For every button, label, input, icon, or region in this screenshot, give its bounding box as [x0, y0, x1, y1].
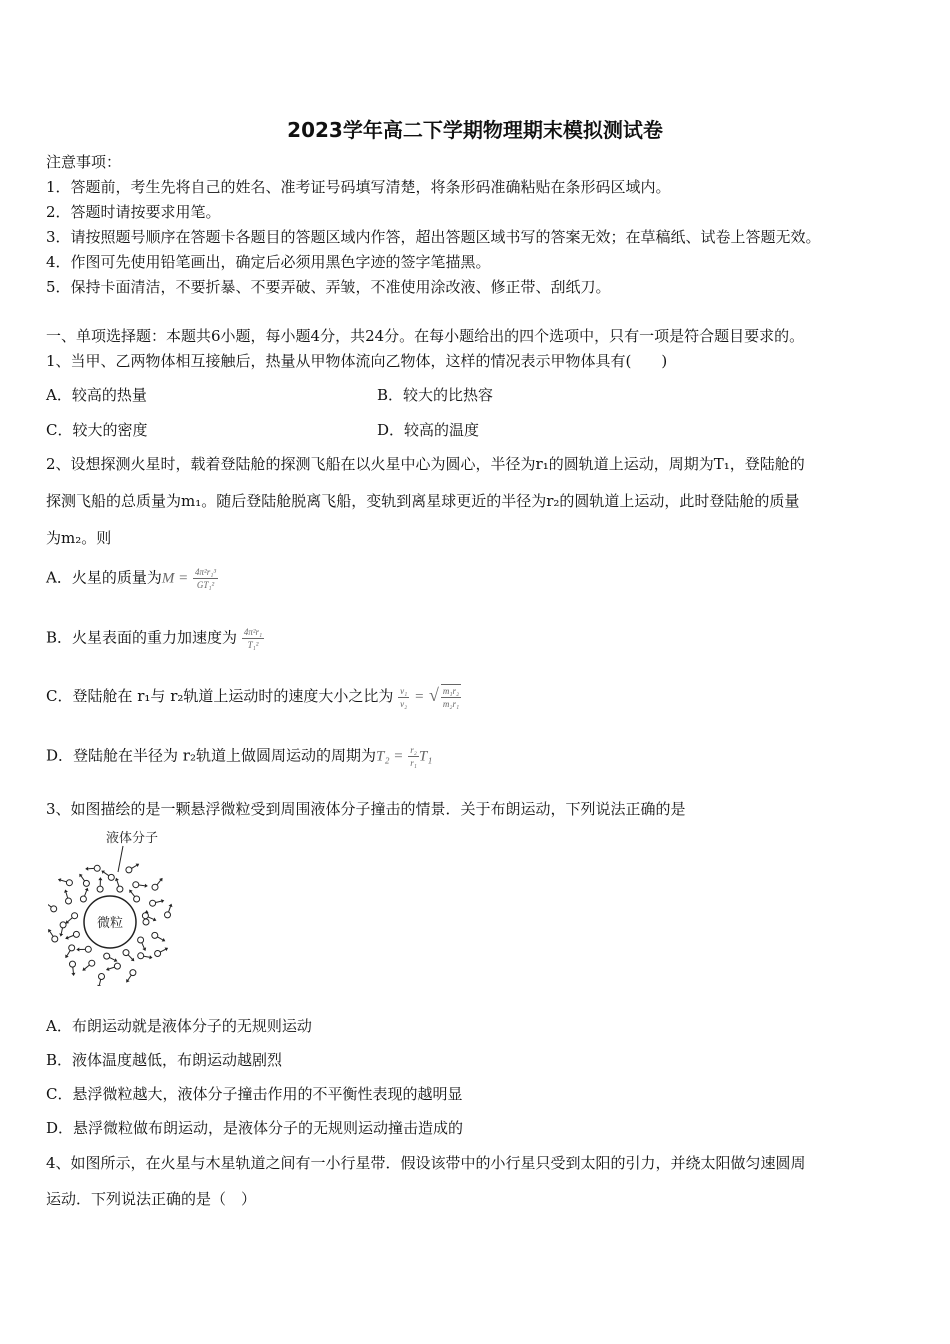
arrowhead-icon [145, 884, 148, 888]
arrowhead-icon [85, 867, 88, 871]
molecule-arrow [61, 880, 67, 882]
arrowhead-icon [161, 899, 164, 903]
fig-label-particle: 微粒 [96, 916, 124, 931]
liquid-molecule [117, 886, 123, 892]
arrowhead-icon [71, 973, 75, 976]
fig-pointer-line [118, 846, 123, 872]
molecule-arrow [81, 876, 85, 881]
molecule-arrow [142, 943, 144, 949]
molecule-arrow [132, 865, 137, 868]
q2-option-b-text: B．火星表面的重力加速度为 [46, 628, 238, 647]
molecule-arrow [68, 918, 73, 922]
molecule-arrow [160, 949, 165, 952]
liquid-molecule [143, 919, 149, 925]
q2-stem-line1: 2、设想探测火星时，载着登陆舱的探测飞船在以火星中心为圆心，半径为r₁的圆轨道上运动，周期为T₁，登陆舱的 [46, 455, 805, 473]
molecule-arrow [128, 955, 132, 959]
note-1: 1．答题前，考生先将自己的姓名、准考证号码填写清楚，将条形码准确粘贴在条形码区域内。 [46, 178, 671, 196]
liquid-molecule [165, 912, 171, 918]
q2-a-den: GT₁² [196, 580, 215, 590]
q3-stem: 3、如图描绘的是一颗悬浮微粒受到周围液体分子撞击的情景．关于布朗运动，下列说法正确的是 [46, 800, 686, 818]
q2-option-a [46, 566, 218, 591]
molecule-arrow [61, 928, 62, 934]
liquid-molecule [130, 970, 136, 976]
molecule-arrow [104, 872, 109, 875]
q2-option-d-text: D．登陆舱在半径为 r₂轨道上做圆周运动的周期为 [46, 746, 376, 765]
q3-option-d: D．悬浮微粒做布朗运动，是液体分子的无规则运动撞击造成的 [46, 1119, 464, 1137]
liquid-molecule [99, 974, 105, 980]
molecule-arrow [157, 880, 161, 885]
molecule-arrow [117, 881, 119, 887]
liquid-molecule [73, 931, 79, 937]
liquid-molecule [152, 932, 158, 938]
liquid-molecule [123, 950, 129, 956]
q1-stem: 1、当甲、乙两物体相互接触后，热量从甲物体流向乙物体，这样的情况表示甲物体具有( ) [46, 352, 668, 370]
liquid-molecule [133, 882, 139, 888]
q2-c-rnum: m₁r₂ [442, 686, 460, 696]
molecule-arrow [68, 935, 74, 937]
molecule-arrow [158, 937, 163, 940]
sqrt-icon: √ [428, 685, 439, 705]
molecule-arrow [66, 892, 68, 898]
brownian-figure-svg [48, 826, 188, 986]
liquid-molecule [51, 906, 57, 912]
molecule-arrow [109, 967, 115, 969]
q2-a-num: 4π²r₁³ [195, 567, 217, 577]
arrowhead-icon [59, 933, 63, 936]
q2-d-den: r₁ [410, 758, 417, 768]
molecule-arrow [128, 975, 131, 980]
q2-option-c-text: C．登陆舱在 r₁与 r₂轨道上运动时的速度大小之比为 [46, 687, 394, 705]
q2-option-b [46, 626, 264, 651]
liquid-molecule [94, 865, 100, 871]
liquid-molecule [97, 886, 103, 892]
molecule-arrow [156, 901, 162, 902]
q4-stem-line2: 运动．下列说法正确的是（ ） [46, 1190, 257, 1208]
q2-stem-line3: 为m₂。则 [46, 529, 112, 547]
notes-heading: 注意事项： [46, 153, 122, 171]
q1-option-d: D．较高的温度 [377, 421, 480, 439]
q3-option-a: A．布朗运动就是液体分子的无规则运动 [46, 1017, 312, 1035]
arrowhead-icon [98, 877, 102, 880]
q2-d-num: r₂ [410, 745, 417, 755]
arrowhead-icon [64, 890, 68, 893]
q2-option-c [46, 684, 461, 710]
q2-c-den: v₂ [400, 698, 408, 709]
liquid-molecule [66, 898, 72, 904]
q2-b-den: T₁² [247, 640, 259, 650]
fig-label-liquid: 液体分子 [106, 831, 159, 846]
liquid-molecule [69, 945, 75, 951]
liquid-molecule [80, 896, 86, 902]
liquid-molecule [85, 946, 91, 952]
liquid-molecule [138, 953, 144, 959]
q3-option-c: C．悬浮微粒越大，液体分子撞击作用的不平衡性表现的越明显 [46, 1085, 463, 1103]
liquid-molecule [104, 953, 110, 959]
q2-option-d [46, 744, 432, 769]
q3-option-b: B．液体温度越低，布朗运动越剧烈 [46, 1051, 283, 1069]
page-title: 2023学年高二下学期物理期末模拟测试卷 [287, 118, 663, 142]
brownian-motion-figure [48, 826, 188, 986]
liquid-molecule [72, 913, 78, 919]
liquid-molecule [66, 880, 72, 886]
liquid-molecule [138, 937, 144, 943]
q2-a-fraction [193, 566, 218, 591]
q1-option-b: B．较大的比热容 [377, 386, 494, 404]
q2-option-a-text: A．火星的质量为 [46, 568, 162, 587]
liquid-molecule [155, 951, 161, 957]
molecule-arrow [148, 917, 154, 919]
liquid-molecule [60, 922, 66, 928]
q4-stem-line1: 4、如图所示，在火星与木星轨道之间有一小行星带．假设该带中的小行星只受到太阳的引力，并绕太阳做匀速圆周 [46, 1154, 806, 1172]
q1-option-c: C．较大的密度 [46, 421, 148, 439]
molecule-arrow [139, 885, 145, 886]
liquid-molecule [114, 963, 120, 969]
liquid-molecule [83, 880, 89, 886]
molecule-arrow [131, 892, 135, 897]
note-3: 3．请按照题号顺序在答题卡各题目的答题区域内作答，超出答题区域书写的答案无效；在草稿纸、试卷上答题无效。 [46, 228, 821, 246]
molecule-arrow [99, 979, 100, 985]
note-5: 5．保持卡面清洁，不要折暴、不要弄破、弄皱，不准使用涂改液、修正带、刮纸刀。 [46, 278, 611, 296]
liquid-molecule [150, 900, 156, 906]
q2-c-eq: = [414, 689, 425, 705]
q2-b-num: 4π²r₁ [243, 627, 263, 637]
note-2: 2．答题时请按要求用笔。 [46, 203, 221, 221]
q2-c-num: v₁ [400, 685, 408, 696]
q2-c-rden: m₂r₁ [442, 699, 460, 709]
q1-option-a: A．较高的热量 [46, 386, 147, 404]
note-4: 4．作图可先使用铅笔画出，确定后必须用黑色字迹的签字笔描黑。 [46, 253, 491, 271]
liquid-molecule [134, 896, 140, 902]
liquid-molecule [126, 867, 132, 873]
q2-b-fraction [242, 626, 264, 651]
liquid-molecule [108, 874, 114, 880]
q2-c-fraction [398, 685, 409, 710]
molecule-arrow [169, 906, 171, 912]
q2-d-fraction [408, 744, 419, 769]
q2-a-lhs: M = [161, 570, 189, 587]
q2-c-root-fraction [441, 684, 461, 710]
molecule-arrow [73, 967, 74, 973]
section-heading: 一、单项选择题：本题共6小题，每小题4分，共24分。在每小题给出的四个选项中，只有一项是符合题目要求的。 [46, 327, 805, 345]
liquid-molecule [70, 961, 76, 967]
molecule-arrow [50, 932, 53, 937]
liquid-molecule [152, 884, 158, 890]
molecule-arrow [48, 904, 51, 908]
arrowhead-icon [76, 948, 79, 952]
q2-d-lhs: T₂ = [375, 748, 404, 765]
molecule-arrow [85, 891, 87, 897]
liquid-molecule [142, 913, 148, 919]
molecule-arrow [109, 957, 114, 960]
molecule-arrow [144, 956, 150, 957]
molecule-arrow [85, 965, 90, 969]
liquid-molecule [52, 936, 58, 942]
q2-stem-line2: 探测飞船的总质量为m₁。随后登陆舱脱离飞船，变轨到离星球更近的半径为r₂的圆轨道上运动，此时登陆舱的质量 [46, 492, 800, 510]
molecule-arrow [67, 951, 70, 956]
q2-d-rhs: T₁ [418, 748, 433, 765]
arrowhead-icon [149, 955, 152, 959]
